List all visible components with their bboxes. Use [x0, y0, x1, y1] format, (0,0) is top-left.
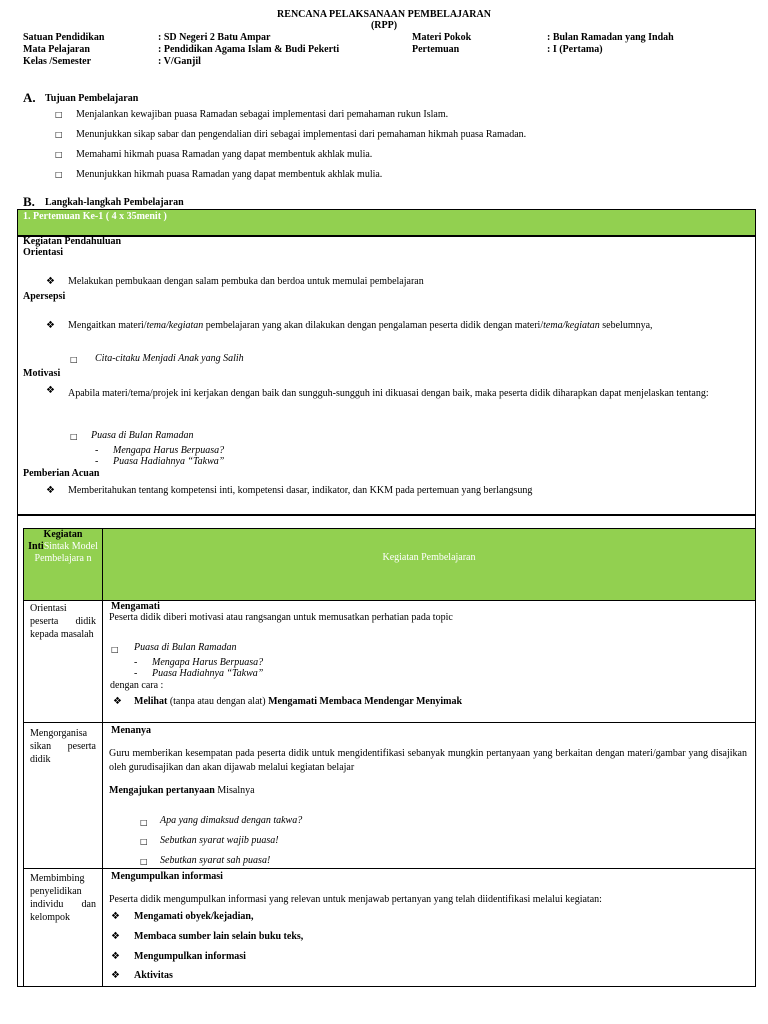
orientasi-heading: Orientasi	[23, 247, 63, 258]
label-materi: Materi Pokok	[412, 32, 472, 43]
label-mapel: Mata Pelajaran	[23, 44, 90, 55]
row-text: Peserta didik mengumpulkan informasi yang relevan untuk menjawab pertanyan yang telah diidentifikasi melalui kegiatan:	[109, 894, 602, 905]
row-bullet: Membaca sumber lain selain buku teks,	[134, 931, 304, 942]
motivasi-dash-1: Mengapa Harus Berpuasa?	[113, 445, 225, 456]
diamond-bullet-icon: ❖	[111, 951, 120, 962]
inti-head-right-label: Kegiatan Pembelajaran	[382, 552, 476, 563]
value-materi: : Bulan Ramadan yang Indah	[547, 32, 674, 43]
square-bullet-icon: □	[70, 355, 78, 364]
meeting-header-label: 1. Pertemuan Ke-1 ( 4 x 35menit )	[23, 211, 167, 222]
square-bullet-icon: □	[111, 645, 119, 654]
diamond-bullet-icon: ❖	[111, 931, 120, 942]
square-bullet-icon: □	[140, 857, 148, 866]
square-bullet-icon: □	[55, 170, 63, 179]
section-b-letter: B.	[23, 194, 35, 209]
inti-head-right	[102, 528, 756, 601]
diamond-bullet-icon: ❖	[111, 970, 120, 981]
objective-item: Menunjukkan sikap sabar dan pengendalian diri sebagai implementasi dari pemahaman hikmah puasa Ramadan.	[76, 129, 527, 140]
row-bullet: Mengumpulkan informasi	[134, 951, 246, 962]
row-text: Peserta didik diberi motivasi atau rangsangan untuk memusatkan perhatian pada topic	[109, 612, 453, 623]
objective-item: Memahami hikmah puasa Ramadan yang dapat membentuk akhlak mulia.	[76, 149, 373, 160]
acuan-heading: Pemberian Acuan	[23, 468, 100, 479]
row-question: Sebutkan syarat sah puasa!	[160, 855, 271, 866]
motivasi-heading: Motivasi	[23, 368, 61, 379]
row-title: Mengumpulkan informasi	[111, 871, 223, 882]
row-title: Mengamati	[111, 601, 160, 612]
objective-item: Menunjukkan hikmah puasa Ramadan yang dapat membentuk akhlak mulia.	[76, 169, 383, 180]
apersepsi-item: Mengaitkan materi/tema/kegiatan pembelajaran yang akan dilakukan dengan pengalaman peserta didik dengan materi/tema/kegiatan sebelumnya,	[68, 320, 653, 331]
diamond-bullet-icon: ❖	[46, 385, 55, 396]
apersepsi-heading: Apersepsi	[23, 291, 66, 302]
doc-subtitle: (RPP)	[370, 20, 398, 31]
row-left-text: Mengorganisa sikan peserta didik	[30, 728, 96, 765]
section-b-title: Langkah-langkah Pembelajaran	[45, 197, 184, 208]
motivasi-sub: Puasa di Bulan Ramadan	[91, 430, 194, 441]
acuan-item: Memberitahukan tentang kompetensi inti, kompetensi dasar, indikator, dan KKM pada pertemuan yang berlangsung	[68, 485, 533, 496]
square-bullet-icon: □	[55, 110, 63, 119]
row-left-cell	[23, 600, 103, 723]
motivasi-dash-2: Puasa Hadiahnya “Takwa”	[113, 456, 225, 467]
diamond-bullet-icon: ❖	[113, 696, 122, 707]
row-cara: dengan cara :	[110, 680, 164, 691]
row-right-cell	[102, 600, 756, 723]
diamond-bullet-icon: ❖	[111, 911, 120, 922]
row-left-text: Membimbing penyelidikan individu dan kelompok	[30, 873, 96, 923]
diamond-bullet-icon: ❖	[46, 485, 55, 496]
row-sub: Puasa di Bulan Ramadan	[134, 642, 237, 653]
diamond-bullet-icon: ❖	[46, 320, 55, 331]
label-kelas: Kelas /Semester	[23, 56, 92, 67]
section-a-letter: A.	[23, 90, 36, 105]
doc-title: RENCANA PELAKSANAAN PEMBELAJARAN	[277, 9, 491, 20]
inti-head-kegiatan: Kegiatan	[43, 529, 83, 540]
meeting-header	[17, 209, 756, 236]
row-dash-2: Puasa Hadiahnya “Takwa”	[152, 668, 264, 679]
dash-item: -	[134, 668, 138, 679]
dash-item: -	[95, 456, 99, 467]
inti-head-left	[23, 528, 103, 601]
inti-head-sintak: Sintak Model Pembelajara n	[34, 541, 98, 564]
value-mapel: : Pendidikan Agama Islam & Budi Pekerti	[158, 44, 340, 55]
objective-item: Menjalankan kewajiban puasa Ramadan sebagai implementasi dari pemahaman rukun Islam.	[76, 109, 449, 120]
motivasi-item: Apabila materi/tema/projek ini kerjakan dengan baik dan sungguh-sungguh ini dikuasai dengan baik, maka peserta didik diharapkan dapat menjelaskan tentang:	[68, 388, 709, 399]
square-bullet-icon: □	[55, 130, 63, 139]
row-bullet: Aktivitas	[134, 970, 173, 981]
row-question: Apa yang dimaksud dengan takwa?	[160, 815, 303, 826]
row-melihat: Melihat (tanpa atau dengan alat) Mengamati Membaca Mendengar Menyimak	[134, 696, 463, 707]
inti-head-inti: Inti	[28, 541, 44, 552]
label-pertemuan: Pertemuan	[412, 44, 460, 55]
row-text: Guru memberikan kesempatan pada peserta didik untuk mengidentifikasi sebanyak mungkin pertanyaan yang berkaitan dengan materi/gambar yang disajikan oleh gurudisajikan dan akan dijawab melalui kegiatan belajar	[109, 748, 747, 773]
row-left-text: Orientasi peserta didik kepada masalah	[30, 603, 96, 640]
row-right-cell	[102, 868, 756, 987]
pendahuluan-title: Kegiatan Pendahuluan	[23, 236, 122, 247]
section-a-title: Tujuan Pembelajaran	[45, 93, 139, 104]
row-ask: Mengajukan pertanyaan Misalnya	[109, 785, 255, 796]
value-satuan: : SD Negeri 2 Batu Ampar	[158, 32, 271, 43]
row-question: Sebutkan syarat wajib puasa!	[160, 835, 279, 846]
dash-item: -	[134, 657, 138, 668]
orientasi-item: Melakukan pembukaan dengan salam pembuka dan berdoa untuk memulai pembelajaran	[68, 276, 424, 287]
square-bullet-icon: □	[70, 432, 78, 441]
apersepsi-sub: Cita-citaku Menjadi Anak yang Salih	[95, 353, 244, 364]
row-title: Menanya	[111, 725, 151, 736]
square-bullet-icon: □	[140, 818, 148, 827]
value-pertemuan: : I (Pertama)	[547, 44, 603, 55]
row-left-cell	[23, 868, 103, 987]
row-bullet: Mengamati obyek/kejadian,	[134, 911, 254, 922]
row-right-cell	[102, 722, 756, 869]
diamond-bullet-icon: ❖	[46, 276, 55, 287]
dash-item: -	[95, 445, 99, 456]
square-bullet-icon: □	[55, 150, 63, 159]
square-bullet-icon: □	[140, 837, 148, 846]
label-satuan: Satuan Pendidikan	[23, 32, 105, 43]
row-left-cell	[23, 722, 103, 869]
row-dash-1: Mengapa Harus Berpuasa?	[152, 657, 264, 668]
value-kelas: : V/Ganjil	[158, 56, 201, 67]
